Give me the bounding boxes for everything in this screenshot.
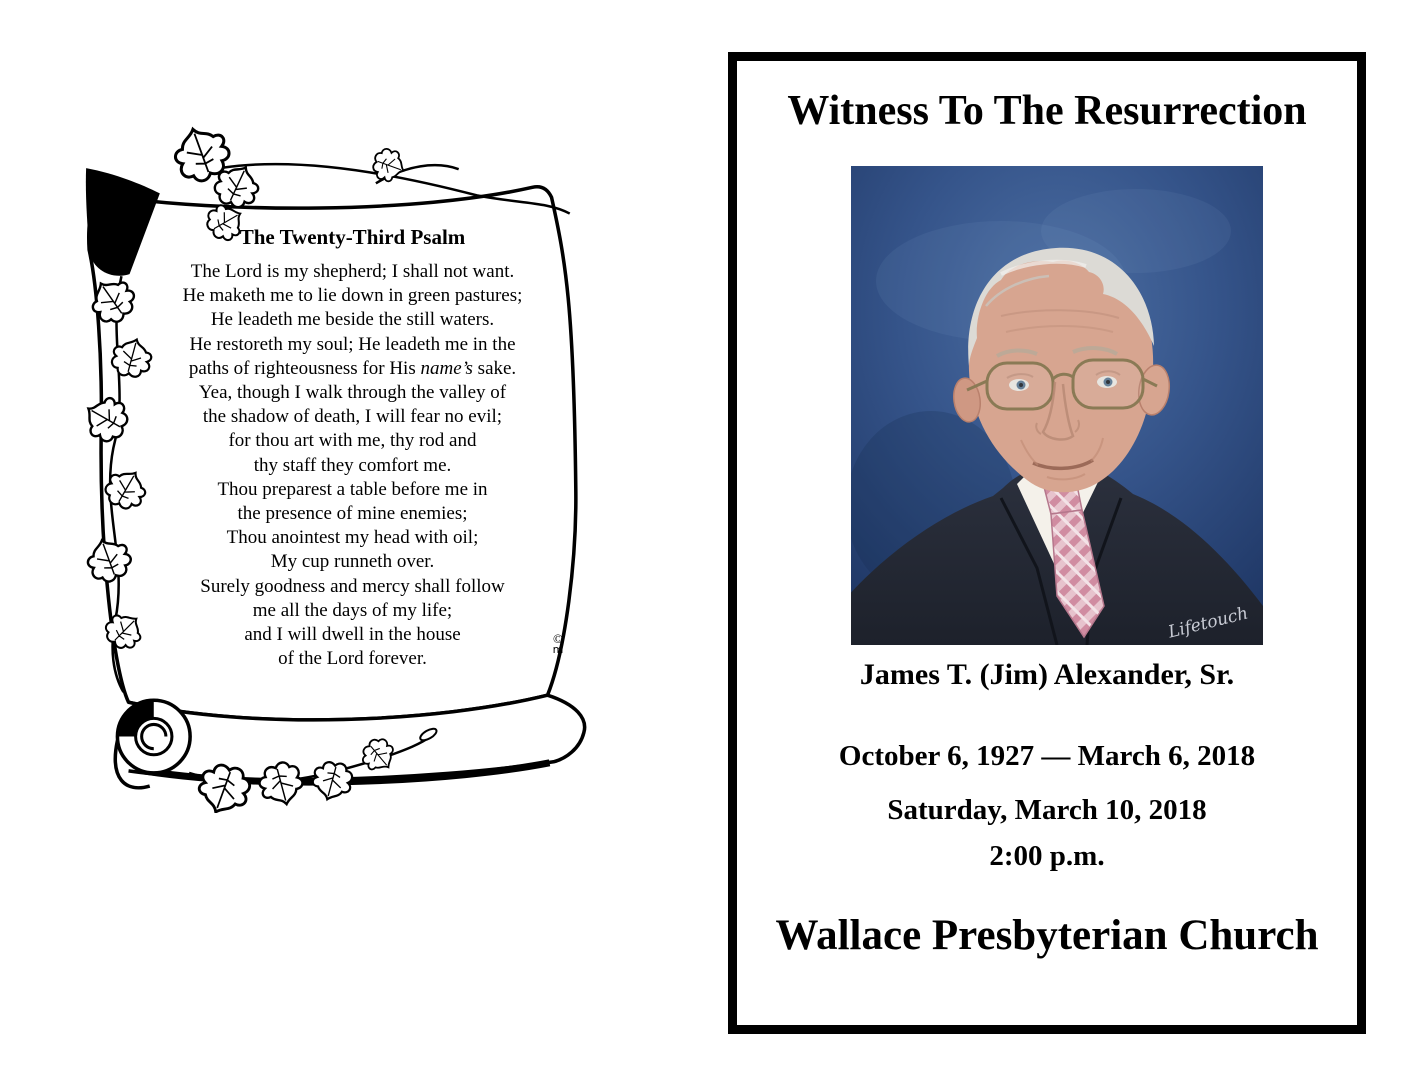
psalm-line: of the Lord forever. [278,648,427,670]
psalm-line: me all the days of my life; [252,599,453,621]
psalm-line: thy staff they comfort me. [253,454,452,476]
psalm-line: and I will dwell in the house [244,624,461,646]
psalm-line-italic: paths of righteousness for His name’s sake. [188,357,517,379]
life-dates: October 6, 1927 — March 6, 2018 [838,740,1256,772]
portrait-photo [851,166,1263,645]
psalm-line: He maketh me to lie down in green pastures; [182,285,523,307]
artist-copyright-mark: © m [552,631,564,656]
psalm-text-block [120,224,585,671]
psalm-line: Yea, though I walk through the valley of [198,382,507,404]
cover-title: Witness To The Resurrection [787,88,1307,134]
photo-watermark: Lifetouch [1166,603,1251,643]
psalm-line: the shadow of death, I will fear no evil; [202,406,503,428]
psalm-line: the presence of mine enemies; [237,503,468,525]
psalm-line: Thou anointest my head with oil; [226,527,479,549]
psalm-line: Surely goodness and mercy shall follow [200,575,505,597]
psalm-line: for thou art with me, thy rod and [228,430,477,452]
memorial-cover-panel [728,52,1366,1034]
church-name: Wallace Presbyterian Church [775,912,1319,959]
service-date: Saturday, March 10, 2018 [887,794,1207,826]
deceased-name: James T. (Jim) Alexander, Sr. [859,658,1235,691]
psalm-line: Thou preparest a table before me in [217,478,488,500]
psalm-title: The Twenty-Third Psalm [239,225,466,249]
psalm-line: He leadeth me beside the still waters. [210,309,495,331]
service-time: 2:00 p.m. [989,840,1105,872]
psalm-line: The Lord is my shepherd; I shall not want. [190,261,515,282]
psalm-line: My cup runneth over. [270,551,435,573]
psalm-line: He restoreth my soul; He leadeth me in the [189,333,516,355]
